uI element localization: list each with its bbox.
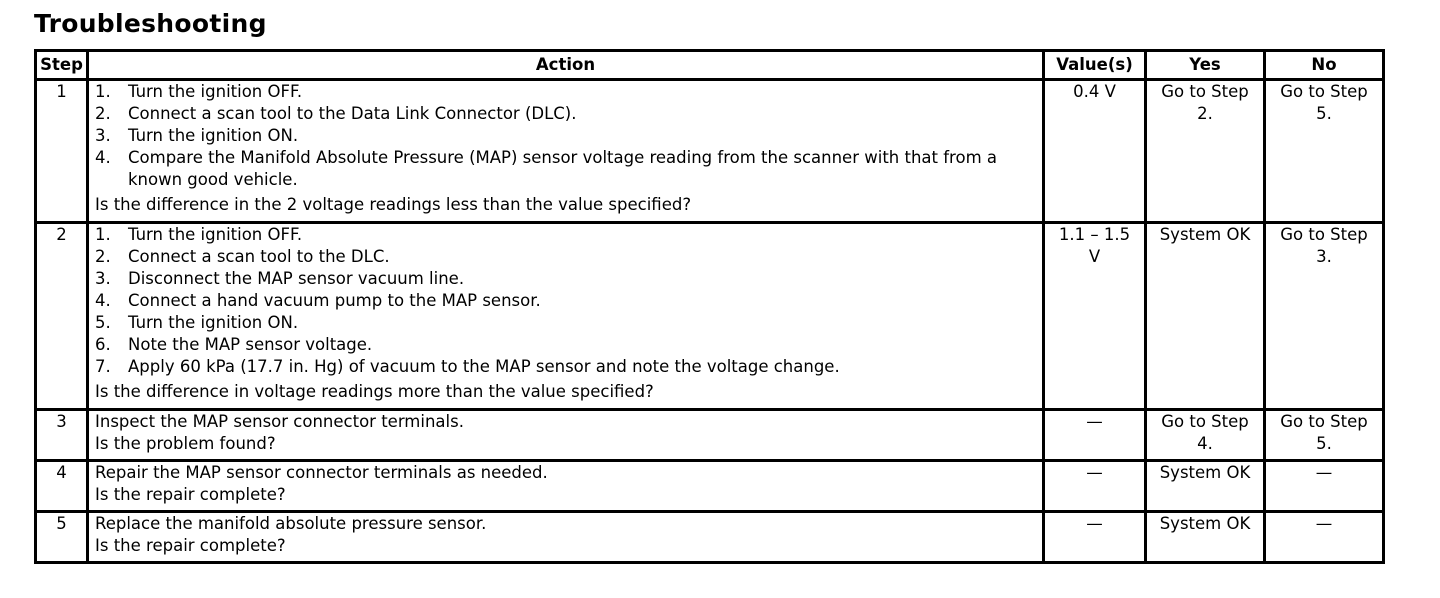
yes-cell: System OK bbox=[1146, 512, 1265, 563]
action-step: 6. Note the MAP sensor voltage. bbox=[95, 335, 373, 354]
troubleshooting-table bbox=[34, 49, 1385, 564]
header-step: Step bbox=[36, 51, 88, 80]
yes-cell: System OK bbox=[1146, 461, 1265, 512]
action-step: 2. Connect a scan tool to the Data Link Connector (DLC). bbox=[95, 104, 577, 123]
value-cell: — bbox=[1044, 512, 1146, 563]
table-row bbox=[36, 80, 1384, 223]
step-number: 3 bbox=[36, 410, 88, 461]
value-cell: 1.1 – 1.5 V bbox=[1044, 223, 1146, 410]
header-values: Value(s) bbox=[1044, 51, 1146, 80]
action-cell bbox=[88, 410, 1044, 461]
action-text: Repair the MAP sensor connector terminals as needed. bbox=[95, 463, 548, 482]
header-action: Action bbox=[88, 51, 1044, 80]
action-step: 4. Compare the Manifold Absolute Pressure (MAP) sensor voltage reading from the scanner with that from a known good vehicle. bbox=[95, 148, 997, 189]
no-cell: — bbox=[1265, 512, 1384, 563]
action-step: 1. Turn the ignition OFF. bbox=[95, 225, 303, 244]
step-number: 4 bbox=[36, 461, 88, 512]
no-cell: — bbox=[1265, 461, 1384, 512]
table-row bbox=[36, 223, 1384, 410]
action-cell bbox=[88, 461, 1044, 512]
action-step: 5. Turn the ignition ON. bbox=[95, 313, 299, 332]
step-number: 1 bbox=[36, 80, 88, 223]
action-step: 3. Disconnect the MAP sensor vacuum line. bbox=[95, 269, 465, 288]
header-no: No bbox=[1265, 51, 1384, 80]
yes-cell: Go to Step 2. bbox=[1146, 80, 1265, 223]
no-cell: Go to Step 5. bbox=[1265, 80, 1384, 223]
action-steps bbox=[95, 81, 1036, 191]
page-title: Troubleshooting bbox=[34, 9, 267, 38]
yes-cell: System OK bbox=[1146, 223, 1265, 410]
yes-cell: Go to Step 4. bbox=[1146, 410, 1265, 461]
step-number: 5 bbox=[36, 512, 88, 563]
action-step: 3. Turn the ignition ON. bbox=[95, 126, 299, 145]
step-number: 2 bbox=[36, 223, 88, 410]
action-steps bbox=[95, 224, 1036, 378]
no-cell: Go to Step 5. bbox=[1265, 410, 1384, 461]
table-row bbox=[36, 461, 1384, 512]
value-cell: — bbox=[1044, 461, 1146, 512]
action-question: Is the repair complete? bbox=[95, 536, 286, 555]
action-question: Is the repair complete? bbox=[95, 485, 286, 504]
value-cell: — bbox=[1044, 410, 1146, 461]
action-step: 2. Connect a scan tool to the DLC. bbox=[95, 247, 390, 266]
table-header-row bbox=[36, 51, 1384, 80]
action-step: 1. Turn the ignition OFF. bbox=[95, 82, 303, 101]
action-text: Replace the manifold absolute pressure sensor. bbox=[95, 514, 487, 533]
action-cell bbox=[88, 223, 1044, 410]
action-cell bbox=[88, 80, 1044, 223]
action-step: 7. Apply 60 kPa (17.7 in. Hg) of vacuum to the MAP sensor and note the voltage change. bbox=[95, 357, 840, 376]
header-yes: Yes bbox=[1146, 51, 1265, 80]
action-step: 4. Connect a hand vacuum pump to the MAP sensor. bbox=[95, 291, 541, 310]
value-cell: 0.4 V bbox=[1044, 80, 1146, 223]
no-cell: Go to Step 3. bbox=[1265, 223, 1384, 410]
table-row bbox=[36, 512, 1384, 563]
action-text: Inspect the MAP sensor connector terminals. bbox=[95, 412, 464, 431]
action-cell bbox=[88, 512, 1044, 563]
action-question: Is the difference in voltage readings more than the value specified? bbox=[95, 382, 654, 401]
table-row bbox=[36, 410, 1384, 461]
action-question: Is the problem found? bbox=[95, 434, 276, 453]
action-question: Is the difference in the 2 voltage readings less than the value specified? bbox=[95, 195, 692, 214]
